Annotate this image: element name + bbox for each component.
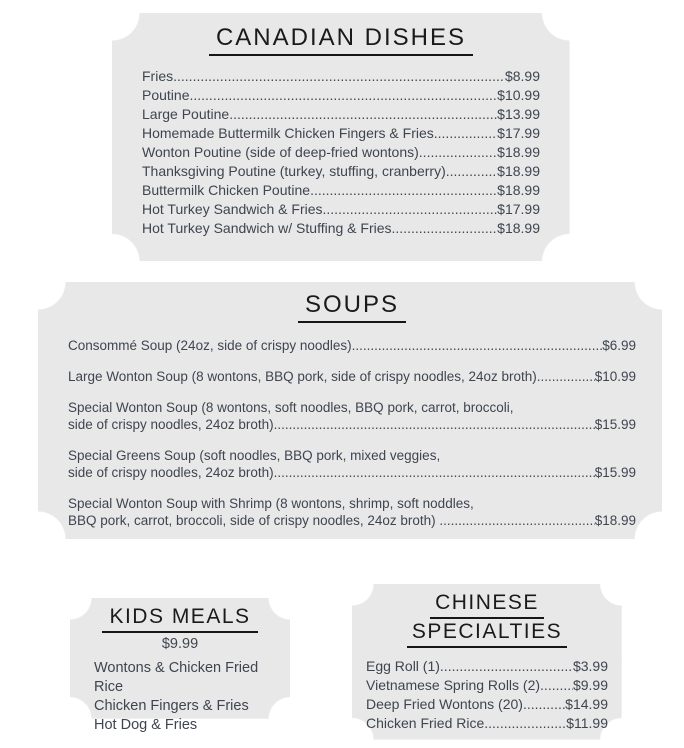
soups-title: [68, 291, 636, 323]
menu-item-price: $18.99: [497, 163, 540, 179]
menu-item-price: $17.99: [497, 125, 540, 141]
menu-item-name: Hot Turkey Sandwich & Fries: [142, 201, 323, 217]
chinese-specialties-title: [366, 590, 608, 648]
dot-leader: [392, 219, 498, 238]
menu-item-row: [68, 337, 636, 354]
menu-item-row: [68, 512, 636, 529]
menu-item: [142, 143, 540, 162]
dot-leader: [229, 105, 497, 124]
dot-leader: [523, 695, 565, 714]
dot-leader: [274, 464, 595, 481]
menu-item-row: [366, 714, 608, 733]
menu-item-name: Thanksgiving Poutine (turkey, stuffing, cranberry): [142, 163, 446, 179]
dot-leader: [439, 512, 594, 529]
dot-leader: [274, 416, 595, 433]
menu-item: [366, 695, 608, 714]
kids-meals-price: $9.99: [161, 636, 199, 652]
menu-item-name: Hot Turkey Sandwich w/ Stuffing & Fries: [142, 220, 392, 236]
menu-item: [68, 447, 636, 481]
menu-item-row: [68, 464, 636, 481]
chinese-specialties-items: [366, 657, 608, 733]
menu-item-price: $3.99: [572, 658, 608, 674]
menu-item-row: [142, 67, 540, 86]
menu-item: Hot Dog & Fries: [94, 717, 198, 733]
menu-item-name: Egg Roll (1): [366, 658, 440, 674]
dot-leader: [173, 67, 505, 86]
menu-item: Wontons & Chicken Fried Rice: [94, 660, 259, 695]
menu-item-price: $18.99: [594, 513, 636, 528]
menu-item-row: [142, 124, 540, 143]
menu-item-name: side of crispy noodles, 24oz broth): [68, 465, 274, 480]
menu-item-name: side of crispy noodles, 24oz broth): [68, 417, 274, 432]
menu-item-name: BBQ pork, carrot, broccoli, side of crispy noodles, 24oz broth): [68, 513, 440, 528]
dot-leader: [323, 200, 498, 219]
menu-item-price: $10.99: [594, 369, 636, 384]
menu-item-price: $15.99: [594, 417, 636, 432]
canadian-dishes-title-text: CANADIAN DISHES: [209, 24, 473, 56]
menu-item-name: Consommé Soup (24oz, side of crispy noodles): [68, 338, 352, 353]
menu-item-price: $8.99: [504, 68, 540, 84]
menu-item: [142, 67, 540, 86]
menu-item-row: [366, 695, 608, 714]
dot-leader: [446, 162, 497, 181]
kids-meals-title-text: KIDS MEALS: [102, 605, 257, 633]
canadian-dishes-card: [112, 13, 570, 261]
menu-item-name: Wonton Poutine (side of deep-fried wontons): [142, 144, 419, 160]
dot-leader: [419, 143, 497, 162]
kids-meals-title: [90, 605, 270, 633]
dot-leader: [352, 337, 603, 354]
menu-item-price: $18.99: [497, 182, 540, 198]
soups-items: [68, 337, 636, 529]
canadian-dishes-title: [142, 24, 540, 56]
dot-leader: [440, 657, 573, 676]
menu-item: [366, 657, 608, 676]
menu-item-name-line1: Special Greens Soup (soft noodles, BBQ pork, mixed veggies,: [68, 448, 441, 463]
menu-item: [68, 368, 636, 385]
menu-item: [366, 676, 608, 695]
dot-leader: [434, 124, 497, 143]
dot-leader: [484, 714, 566, 733]
menu-item-name: Buttermilk Chicken Poutine: [142, 182, 311, 198]
dot-leader: [537, 368, 595, 385]
menu-item-price: $13.99: [497, 106, 540, 122]
menu-item: [68, 337, 636, 354]
menu-item-price: $10.99: [497, 87, 540, 103]
menu-item-name: Chicken Fried Rice: [366, 715, 485, 731]
menu-item-price: $14.99: [565, 696, 608, 712]
menu-item-price: $15.99: [594, 465, 636, 480]
dot-leader: [310, 181, 497, 200]
chinese-specialties-card: [352, 584, 622, 740]
canadian-dishes-items: [142, 67, 540, 238]
chinese-title-line1: CHINESE: [430, 590, 544, 619]
menu-item-name: Vietnamese Spring Rolls (2): [366, 677, 541, 693]
menu-item: [142, 181, 540, 200]
menu-item-row: [142, 86, 540, 105]
dot-leader: [189, 86, 497, 105]
menu-item: [142, 219, 540, 238]
menu-item-row: [142, 162, 540, 181]
menu-item: [366, 714, 608, 733]
menu-item-row: [68, 368, 636, 385]
menu-item-row: [142, 143, 540, 162]
soups-card: [38, 282, 662, 539]
menu-item-name: Poutine: [142, 87, 190, 103]
menu-item: [142, 162, 540, 181]
menu-item-row: [366, 676, 608, 695]
menu-item-price: $9.99: [572, 677, 608, 693]
menu-item-name: Large Poutine: [142, 106, 230, 122]
menu-item-row: [68, 416, 636, 433]
menu-item-price: $18.99: [497, 144, 540, 160]
menu-item-name: Large Wonton Soup (8 wontons, BBQ pork, side of crispy noodles, 24oz broth): [68, 369, 537, 384]
kids-meals-items: [90, 659, 270, 735]
menu-item-price: $11.99: [566, 715, 608, 731]
menu-item-row: [142, 219, 540, 238]
menu-item-price: $18.99: [497, 220, 540, 236]
chinese-title-line2: SPECIALTIES: [407, 619, 567, 648]
kids-meals-card: [70, 598, 290, 733]
menu-item-name: Homemade Buttermilk Chicken Fingers & Fries: [142, 125, 434, 141]
menu-item-name: Deep Fried Wontons (20): [366, 696, 523, 712]
menu-item-row: [142, 181, 540, 200]
menu-item: [142, 105, 540, 124]
menu-item: [68, 399, 636, 433]
menu-item: [68, 495, 636, 529]
menu-item: [142, 86, 540, 105]
menu-item-row: [366, 657, 608, 676]
menu-item-row: [142, 200, 540, 219]
menu-item-price: $17.99: [497, 201, 540, 217]
menu-item: [142, 200, 540, 219]
soups-title-text: SOUPS: [298, 291, 406, 323]
menu-item-price: $6.99: [602, 338, 636, 353]
menu-item-name-line1: Special Wonton Soup with Shrimp (8 wontons, shrimp, soft noddles,: [68, 496, 474, 511]
menu-item: [142, 124, 540, 143]
menu-item: Chicken Fingers & Fries: [94, 698, 249, 714]
menu-item-name: Fries: [142, 68, 174, 84]
dot-leader: [540, 676, 573, 695]
menu-item-row: [142, 105, 540, 124]
menu-item-name-line1: Special Wonton Soup (8 wontons, soft noodles, BBQ pork, carrot, broccoli,: [68, 400, 514, 415]
